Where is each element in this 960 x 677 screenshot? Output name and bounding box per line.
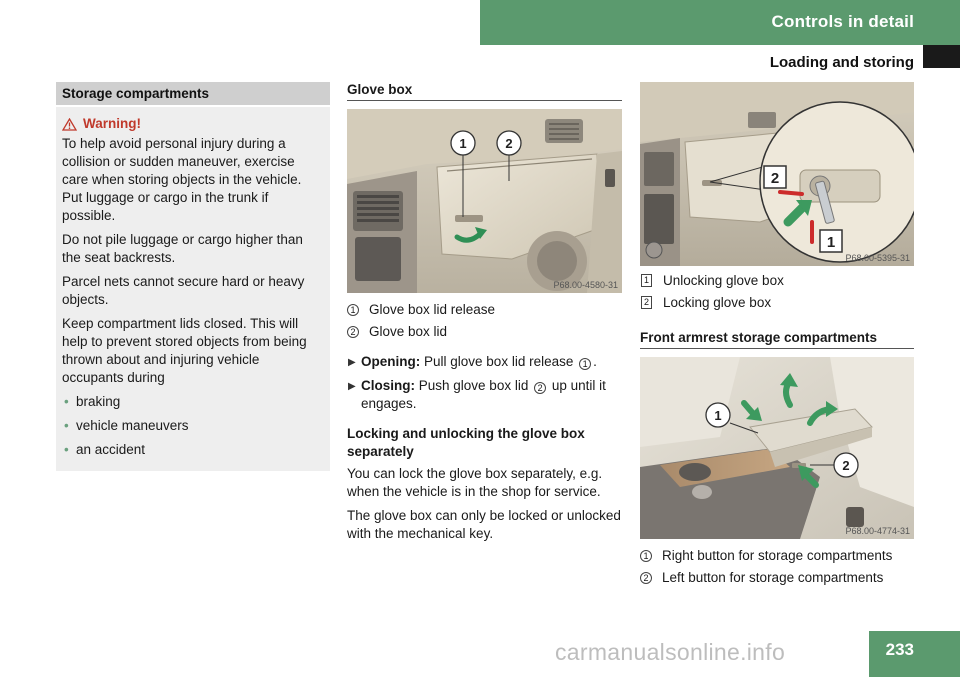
storage-panel (56, 82, 330, 471)
step-arrow-icon: ▶ (348, 357, 356, 368)
bullet-item: • braking (62, 393, 324, 411)
armrest-figure (640, 357, 914, 539)
legend-item (347, 323, 622, 341)
section-title: Loading and storing (769, 54, 914, 71)
page-number: 233 (885, 640, 914, 659)
warning-title (62, 115, 324, 133)
warning-paragraph: To help avoid personal injury during a collision or sudden maneuver, exercise care when storing objects in the vehicle. Put luggage or cargo in the trunk if possible. (62, 136, 302, 223)
svg-text:2: 2 (842, 458, 850, 473)
glovebox-figure (347, 109, 622, 293)
step-ref-number: 1 (579, 358, 591, 370)
legend-number: 2 (640, 572, 652, 584)
warning-box (56, 107, 330, 471)
watermark: carmanualsonline.info (555, 639, 786, 665)
instruction-step (347, 353, 622, 371)
legend-number: 1 (641, 274, 652, 287)
lock-figure (640, 82, 914, 266)
instruction-step (347, 377, 622, 413)
svg-text:1: 1 (714, 408, 722, 423)
figure-code: P68.00-4580-31 (553, 280, 618, 290)
step-text-end: up until it engages. (361, 378, 606, 411)
page-number-tab (869, 631, 960, 677)
step-label: Opening: (361, 354, 421, 369)
svg-text:2: 2 (770, 170, 780, 187)
legend-text: Right button for storage compartments (662, 548, 893, 563)
legend-text: Left button for storage compartments (662, 570, 884, 585)
legend-number: 2 (641, 296, 652, 309)
lock-heading: Locking and unlocking the glove box separately (347, 426, 585, 459)
figure-code: P68.00-5395-31 (845, 253, 910, 263)
storage-heading: Storage compartments (56, 82, 330, 105)
svg-text:1: 1 (826, 234, 836, 251)
step-text: Pull glove box lid release (424, 354, 574, 369)
step-ref-number: 2 (534, 382, 546, 394)
warning-paragraph: Keep compartment lids closed. This will help to prevent stored objects from being thrown about and injuring vehicle occupants during (62, 316, 307, 385)
warning-label: Warning! (83, 116, 141, 131)
step-text-end: . (593, 354, 597, 369)
legend-text: Locking glove box (663, 295, 772, 310)
legend-text: Unlocking glove box (663, 273, 784, 288)
bullet-item: • vehicle maneuvers (62, 417, 324, 435)
legend-number: 1 (347, 304, 359, 316)
legend-item (640, 547, 914, 565)
warning-icon (62, 118, 77, 131)
warning-paragraph: Parcel nets cannot secure hard or heavy objects. (62, 274, 305, 307)
svg-text:2: 2 (505, 136, 513, 151)
figure-code: P68.00-4774-31 (845, 526, 910, 536)
legend-text: Glove box lid release (369, 302, 496, 317)
legend-number: 2 (347, 326, 359, 338)
glovebox-illustration (347, 109, 622, 293)
armrest-illustration (640, 357, 914, 539)
right-column (640, 82, 914, 591)
legend-item (640, 294, 914, 312)
legend-item (640, 569, 914, 587)
step-text: Push glove box lid (418, 378, 529, 393)
legend-item (640, 272, 914, 290)
svg-text:1: 1 (459, 136, 467, 151)
header-bar (480, 0, 960, 45)
legend-item (347, 301, 622, 319)
lock-paragraph: The glove box can only be locked or unlocked with the mechanical key. (347, 508, 621, 541)
step-arrow-icon: ▶ (348, 381, 356, 392)
warning-paragraph: Do not pile luggage or cargo higher than the seat backrests. (62, 232, 303, 265)
glovebox-section (347, 82, 622, 543)
chapter-title: Controls in detail (771, 12, 914, 31)
step-label: Closing: (361, 378, 415, 393)
lock-paragraph: You can lock the glove box separately, e.g. when the vehicle is in the shop for service. (347, 466, 603, 499)
legend-text: Glove box lid (369, 324, 448, 339)
lock-illustration (640, 82, 914, 266)
glovebox-heading: Glove box (347, 82, 622, 101)
armrest-heading: Front armrest storage compartments (640, 330, 914, 349)
bullet-item: • an accident (62, 441, 324, 459)
legend-number: 1 (640, 550, 652, 562)
header-block (923, 45, 960, 68)
